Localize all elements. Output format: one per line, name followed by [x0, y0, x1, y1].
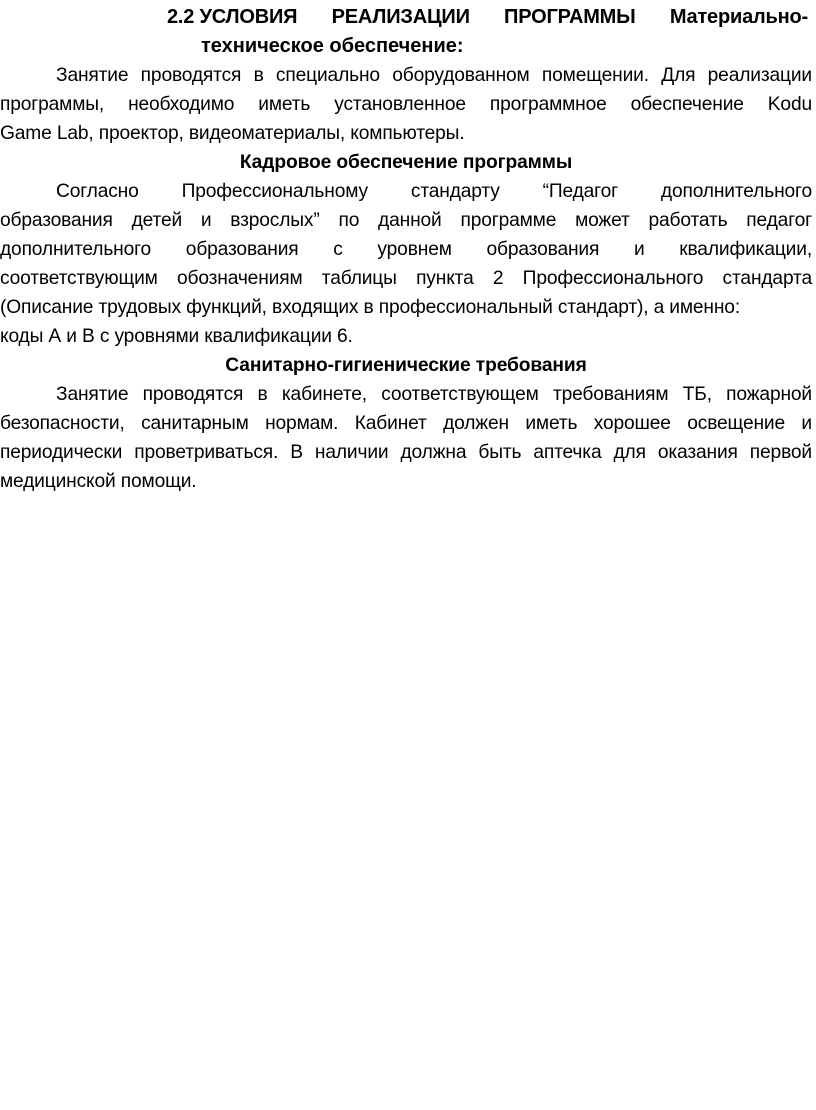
heading-word: ПРОГРАММЫ [504, 6, 636, 28]
heading-word: Материально- [669, 6, 808, 28]
paragraph-line: Занятие проводятся в специально оборудованном помещении. Для реализации [56, 65, 812, 86]
heading-word: РЕАЛИЗАЦИИ [331, 6, 470, 28]
paragraph-line: медицинской помощи. [0, 471, 197, 492]
chapter-heading [0, 3, 812, 61]
paragraph-line: дополнительного образования с уровнем образования и квалификации, [0, 239, 812, 260]
paragraph-line: Занятие проводятся в кабинете, соответствующем требованиям ТБ, пожарной [56, 384, 812, 405]
staffing-paragraph [0, 177, 812, 351]
sanitary-paragraph [0, 380, 812, 496]
paragraph-line: безопасности, санитарным нормам. Кабинет должен иметь хорошее освещение и [0, 413, 812, 434]
paragraph-line: программы, необходимо иметь установленное программное обеспечение Kodu [0, 94, 812, 115]
paragraph-line: Согласно Профессиональному стандарту “Педагог дополнительного [56, 181, 812, 202]
chapter-heading-line-2: техническое обеспечение: [201, 35, 464, 57]
paragraph-line: коды А и В с уровнями квалификации 6. [0, 326, 353, 347]
chapter-heading-line-1 [0, 3, 812, 32]
sanitary-section-title: Санитарно-гигиенические требования [225, 355, 587, 376]
paragraph-line: периодически проветриваться. В наличии должна быть аптечка для оказания первой [0, 442, 812, 463]
paragraph-line: Game Lab, проектор, видеоматериалы, компьютеры. [0, 123, 465, 144]
paragraph-line: образования детей и взрослых” по данной программе может работать педагог [0, 210, 812, 231]
material-support-paragraph [0, 61, 812, 148]
paragraph-line: соответствующим обозначениям таблицы пункта 2 Профессионального стандарта [0, 268, 812, 289]
paragraph-line: (Описание трудовых функций, входящих в профессиональный стандарт), а именно: [0, 297, 741, 318]
heading-word: 2.2 УСЛОВИЯ [167, 6, 298, 28]
staffing-section-title: Кадровое обеспечение программы [239, 152, 573, 173]
